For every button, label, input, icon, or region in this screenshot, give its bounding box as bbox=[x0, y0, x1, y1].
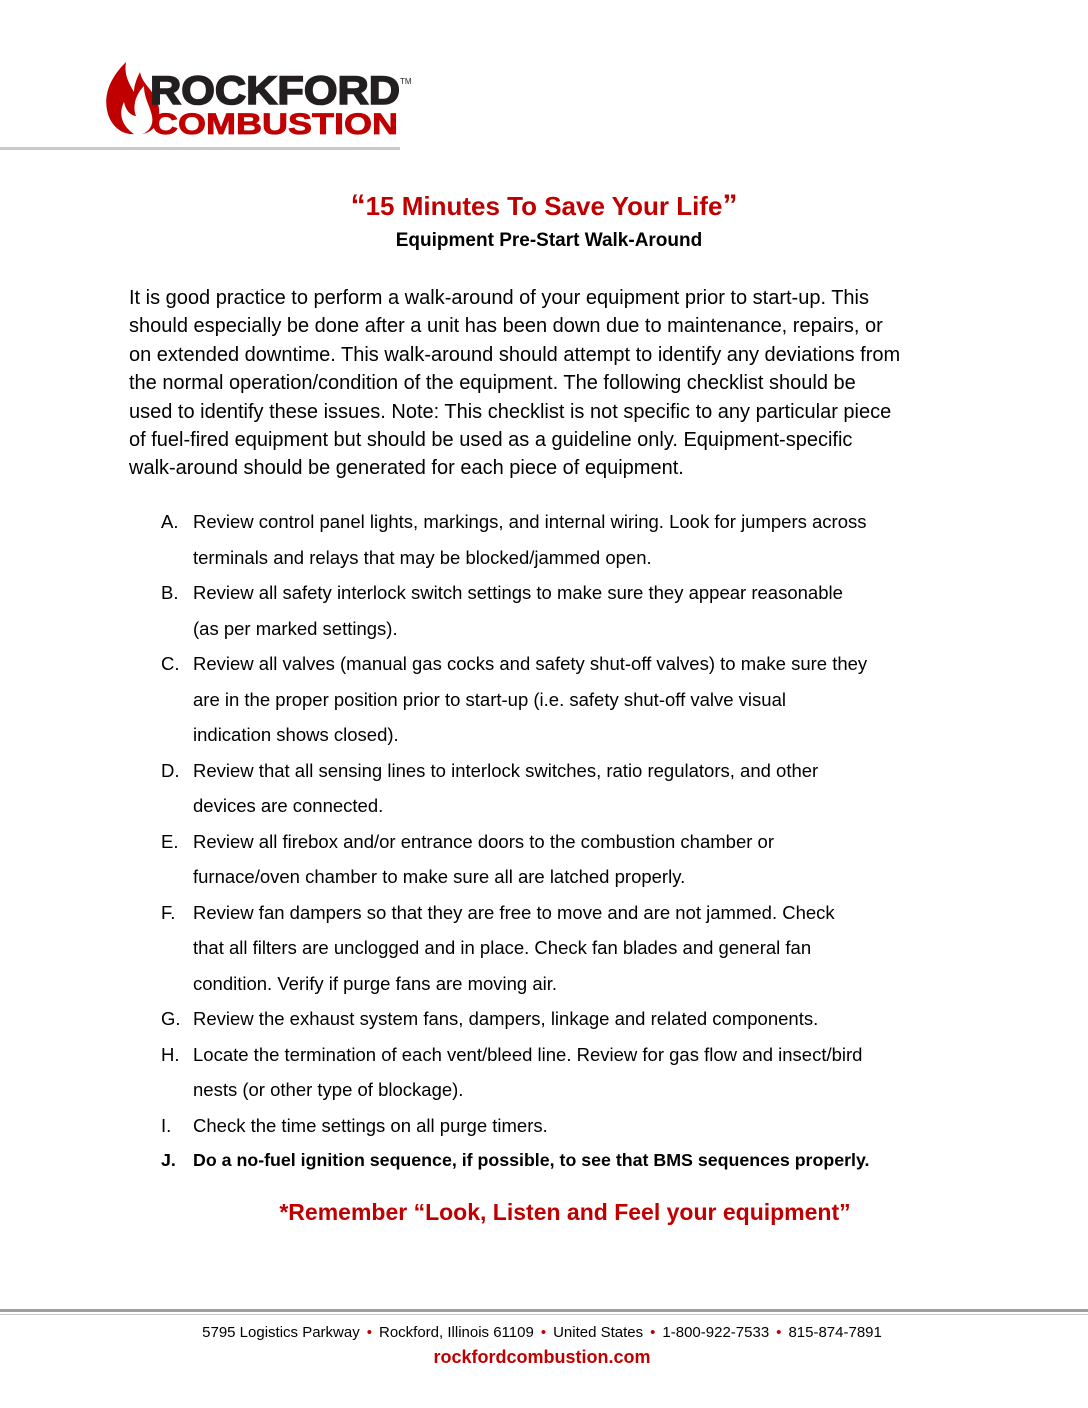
page-title bbox=[0, 189, 1088, 223]
footer-city: Rockford, Illinois 61109 bbox=[379, 1324, 534, 1341]
logo-trademark: TM bbox=[400, 77, 412, 86]
checklist bbox=[161, 504, 961, 1179]
checklist-letter: C. bbox=[161, 653, 180, 674]
checklist-line: Review fan dampers so that they are free to move and are not jammed. Check bbox=[193, 901, 835, 923]
intro-line: walk-around should be generated for each piece of equipment. bbox=[129, 457, 684, 480]
company-logo bbox=[104, 60, 414, 140]
checklist-letter: G. bbox=[161, 1008, 181, 1029]
footer-address bbox=[0, 1323, 1084, 1343]
logo-word-combustion: COMBUSTION bbox=[152, 108, 398, 140]
intro-line: It is good practice to perform a walk-around of your equipment prior to start-up. This bbox=[129, 287, 869, 309]
checklist-letter: F. bbox=[161, 901, 176, 923]
checklist-item-d bbox=[161, 753, 961, 824]
intro-paragraph bbox=[129, 284, 969, 483]
checklist-item-b bbox=[161, 575, 961, 646]
checklist-item-f bbox=[161, 895, 961, 1002]
checklist-line: furnace/oven chamber to make sure all are latched properly. bbox=[193, 866, 686, 887]
checklist-line: Check the time settings on all purge timers. bbox=[193, 1114, 548, 1136]
checklist-line: that all filters are unclogged and in place. Check fan blades and general fan bbox=[193, 937, 812, 958]
checklist-letter: D. bbox=[161, 759, 180, 781]
intro-line: the normal operation/condition of the equipment. The following checklist should be bbox=[129, 372, 856, 395]
checklist-line: Locate the termination of each vent/bleed line. Review for gas flow and insect/bird bbox=[193, 1043, 863, 1065]
checklist-item-e bbox=[161, 824, 961, 895]
checklist-line: Review the exhaust system fans, dampers, linkage and related components. bbox=[193, 1008, 819, 1029]
intro-line: used to identify these issues. Note: This checklist is not specific to any particular piece bbox=[129, 400, 892, 423]
footer-phone-tollfree: 1-800-922-7533 bbox=[662, 1324, 770, 1341]
footer-divider-thin bbox=[0, 1314, 1088, 1315]
checklist-letter: A. bbox=[161, 511, 179, 532]
checklist-line: indication shows closed). bbox=[193, 724, 399, 745]
bullet-separator: • bbox=[650, 1324, 656, 1341]
checklist-letter: H. bbox=[161, 1043, 180, 1065]
intro-line: of fuel-fired equipment but should be used as a guideline only. Equipment-specific bbox=[129, 429, 853, 452]
checklist-line: Do a no-fuel ignition sequence, if possible, to see that BMS sequences properly. bbox=[193, 1150, 870, 1170]
bullet-separator: • bbox=[776, 1324, 782, 1341]
checklist-letter: J. bbox=[161, 1150, 176, 1170]
checklist-letter: I. bbox=[161, 1114, 172, 1136]
title-text: 15 Minutes To Save Your Life bbox=[365, 191, 723, 221]
intro-line: on extended downtime. This walk-around should attempt to identify any deviations from bbox=[129, 343, 901, 366]
footer-website-link[interactable]: rockfordcombustion.com bbox=[433, 1347, 651, 1367]
footer-phone: 815-874-7891 bbox=[788, 1324, 882, 1341]
checklist-letter: B. bbox=[161, 582, 179, 603]
bullet-separator: • bbox=[540, 1324, 547, 1341]
checklist-item-c bbox=[161, 646, 961, 753]
logo-word-rockford: ROCKFORD bbox=[150, 69, 400, 113]
intro-line: should especially be done after a unit has been down due to maintenance, repairs, or bbox=[129, 315, 883, 338]
checklist-line: Review that all sensing lines to interlock switches, ratio regulators, and other bbox=[193, 759, 819, 781]
checklist-line: nests (or other type of blockage). bbox=[193, 1079, 464, 1100]
checklist-line: Review control panel lights, markings, and internal wiring. Look for jumpers across bbox=[193, 511, 867, 532]
footer-street: 5795 Logistics Parkway bbox=[202, 1324, 360, 1341]
checklist-line: condition. Verify if purge fans are moving air. bbox=[193, 972, 558, 994]
checklist-line: Review all valves (manual gas cocks and safety shut-off valves) to make sure they bbox=[193, 653, 868, 674]
title-open-quote: “ bbox=[350, 189, 366, 222]
checklist-item-j bbox=[161, 1143, 961, 1179]
checklist-item-i bbox=[161, 1108, 961, 1144]
checklist-line: Review all safety interlock switch settings to make sure they appear reasonable bbox=[193, 582, 843, 603]
page-subtitle: Equipment Pre-Start Walk-Around bbox=[395, 230, 703, 251]
checklist-letter: E. bbox=[161, 830, 179, 852]
title-close-quote: ” bbox=[722, 189, 738, 222]
footer-country: United States bbox=[553, 1324, 644, 1341]
checklist-line: terminals and relays that may be blocked/jammed open. bbox=[193, 546, 652, 568]
remember-callout: *Remember “Look, Listen and Feel your equipment” bbox=[279, 1199, 851, 1225]
header-divider bbox=[0, 147, 400, 150]
checklist-item-h bbox=[161, 1037, 961, 1108]
checklist-line: Review all firebox and/or entrance doors to the combustion chamber or bbox=[193, 830, 774, 852]
checklist-line: are in the proper position prior to start-up (i.e. safety shut-off valve visual bbox=[193, 688, 786, 710]
checklist-item-a bbox=[161, 504, 961, 575]
checklist-item-g bbox=[161, 1001, 961, 1037]
checklist-line: devices are connected. bbox=[193, 795, 384, 816]
bullet-separator: • bbox=[366, 1324, 372, 1341]
footer-divider bbox=[0, 1309, 1088, 1312]
checklist-line: (as per marked settings). bbox=[193, 617, 398, 639]
